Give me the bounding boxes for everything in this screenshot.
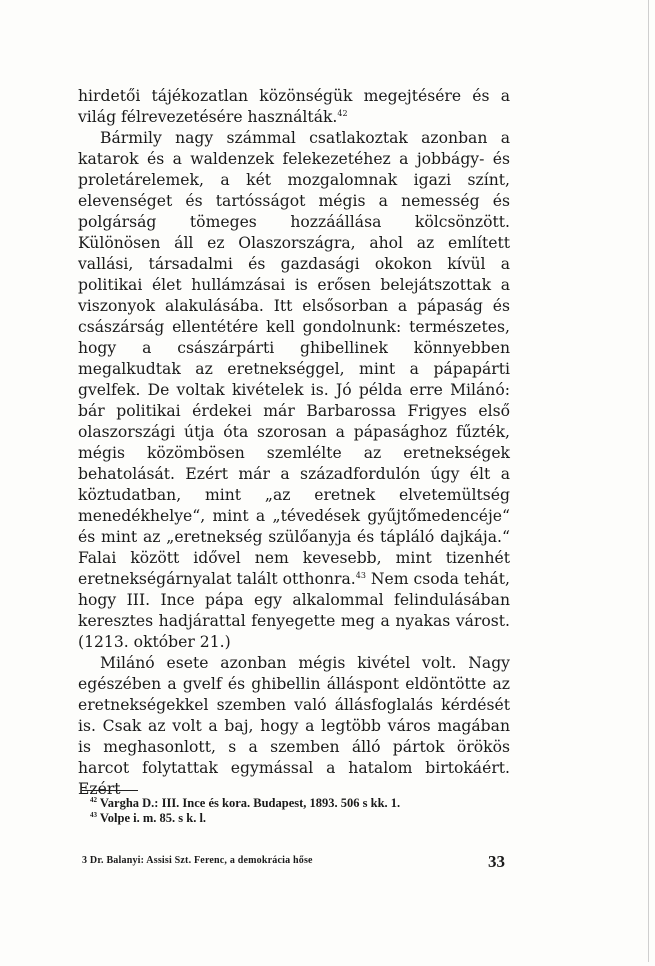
footnote-42-number: 42: [90, 796, 97, 804]
footnote-43: [82, 811, 510, 826]
paragraph-1: [78, 86, 510, 128]
paragraph-3: [78, 653, 510, 800]
signature-line: 3 Dr. Balanyi: Assisi Szt. Ferenc, a demokrácia hőse: [82, 855, 313, 866]
paragraph-2-text-b: Nem csoda tehát, hogy III. Ince pápa egy alkalommal felindulásában keresztes hadjárattal fenyegette meg a nyakas várost. (1213. október 21.): [78, 570, 510, 651]
footnote-42: [82, 796, 510, 811]
footnote-ref-43: 43: [355, 571, 366, 580]
footnote-ref-42: 42: [337, 109, 348, 118]
paragraph-3-text: Milánó esete azonban mégis kivétel volt. Nagy egészében a gvelf és ghibellin álláspont eldöntötte az eretnekségekkel szemben való állásfoglalás kérdését is. Csak az volt a baj, hogy a legtöbb város magában is meghasonlott, s a szemben álló pártok örökös harcot folytattak egymással a hatalom birtokáért. Ezért: [78, 654, 510, 798]
footnote-rule: [82, 790, 138, 791]
paragraph-2-text-a: Bármily nagy számmal csatlakoztak azonban a katarok és a waldenzek felekezetéhez a jobbágy- és proletárelemek, a két mozgalomnak igazi színt, elevenséget és tartósságot mégis a nemesség és polgárság tömeges hozzáállása kölcsönzött. Különösen áll ez Olaszországra, ahol az említett vallási, társadalmi és gazdasági okokon kívül a politikai élet hullámzásai is erősen belejátszottak a viszonyok alakulásába. Itt elsősorban a pápaság és császárság ellentétére kell gondolnunk: természetes, hogy a császárpárti ghibellinek könnyebben megalkudtak az eretnekséggel, mint a pápapárti gvelfek. De voltak kivételek is. Jó példa erre Milánó: bár politikai érdekei már Barbarossa Frigyes első olaszországi útja óta szorosan a pápasághoz fűzték, mégis közömbösen szemlélte az eretnekségek behatolását. Ezért már a századfordulón úgy élt a köztudatban, mint „az eretnek elvetemültség menedékhelye“, mint a „tévedések gyűjtőmedencéje“ és mint az „eretnekség szülőanyja és tápláló dajkája.“ Falai között idővel nem kevesebb, mint tizenhét eretnekségárnyalat talált otthonra.: [78, 129, 510, 588]
main-text: [78, 86, 510, 800]
footnotes: [82, 796, 510, 826]
page-number: 33: [488, 852, 505, 871]
footnote-42-text: Vargha D.: III. Ince és kora. Budapest, 1893. 506 s kk. 1.: [97, 796, 401, 810]
footnote-43-number: 43: [90, 811, 97, 819]
paragraph-1-text: hirdetői tájékozatlan közönségük megejtésére és a világ félrevezetésére használták.: [78, 87, 510, 126]
paragraph-2: [78, 128, 510, 653]
footnote-43-text: Volpe i. m. 85. s k. l.: [97, 811, 207, 825]
